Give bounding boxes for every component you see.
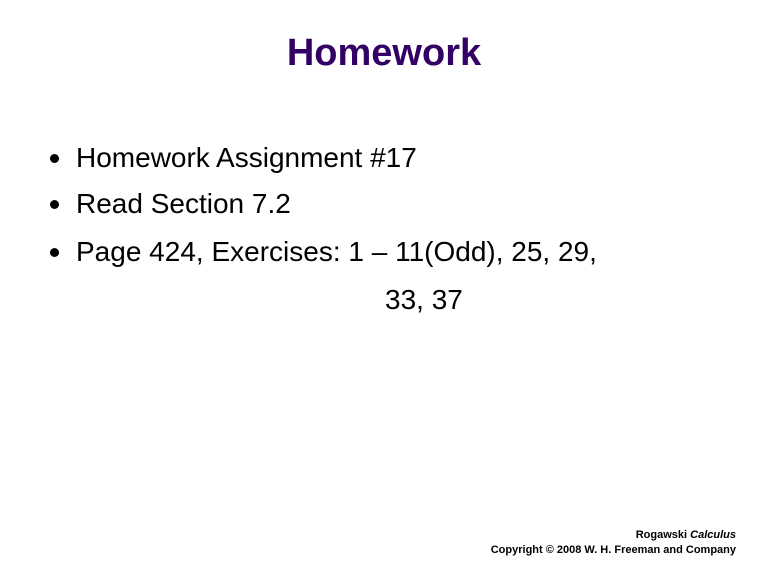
bullet-item xyxy=(50,138,417,178)
footer xyxy=(491,528,736,558)
footer-author: Rogawski xyxy=(635,529,688,541)
bullet-dot-icon xyxy=(50,248,59,257)
bullet-item xyxy=(50,184,291,224)
bullet-text: Page 424, Exercises: 1 – 11(Odd), 25, 29, xyxy=(76,236,597,267)
bullet-continuation: 33, 37 xyxy=(385,284,463,315)
bullet-text: Read Section 7.2 xyxy=(76,188,291,219)
footer-book-line xyxy=(491,528,736,543)
bullet-item xyxy=(50,232,597,272)
bullet-text: Homework Assignment #17 xyxy=(76,142,417,173)
slide-title: Homework xyxy=(286,32,482,74)
bullet-dot-icon xyxy=(50,200,59,209)
bullet-dot-icon xyxy=(50,154,59,163)
footer-copyright: Copyright © 2008 W. H. Freeman and Company xyxy=(490,544,736,556)
footer-book-title: Calculus xyxy=(690,529,736,541)
